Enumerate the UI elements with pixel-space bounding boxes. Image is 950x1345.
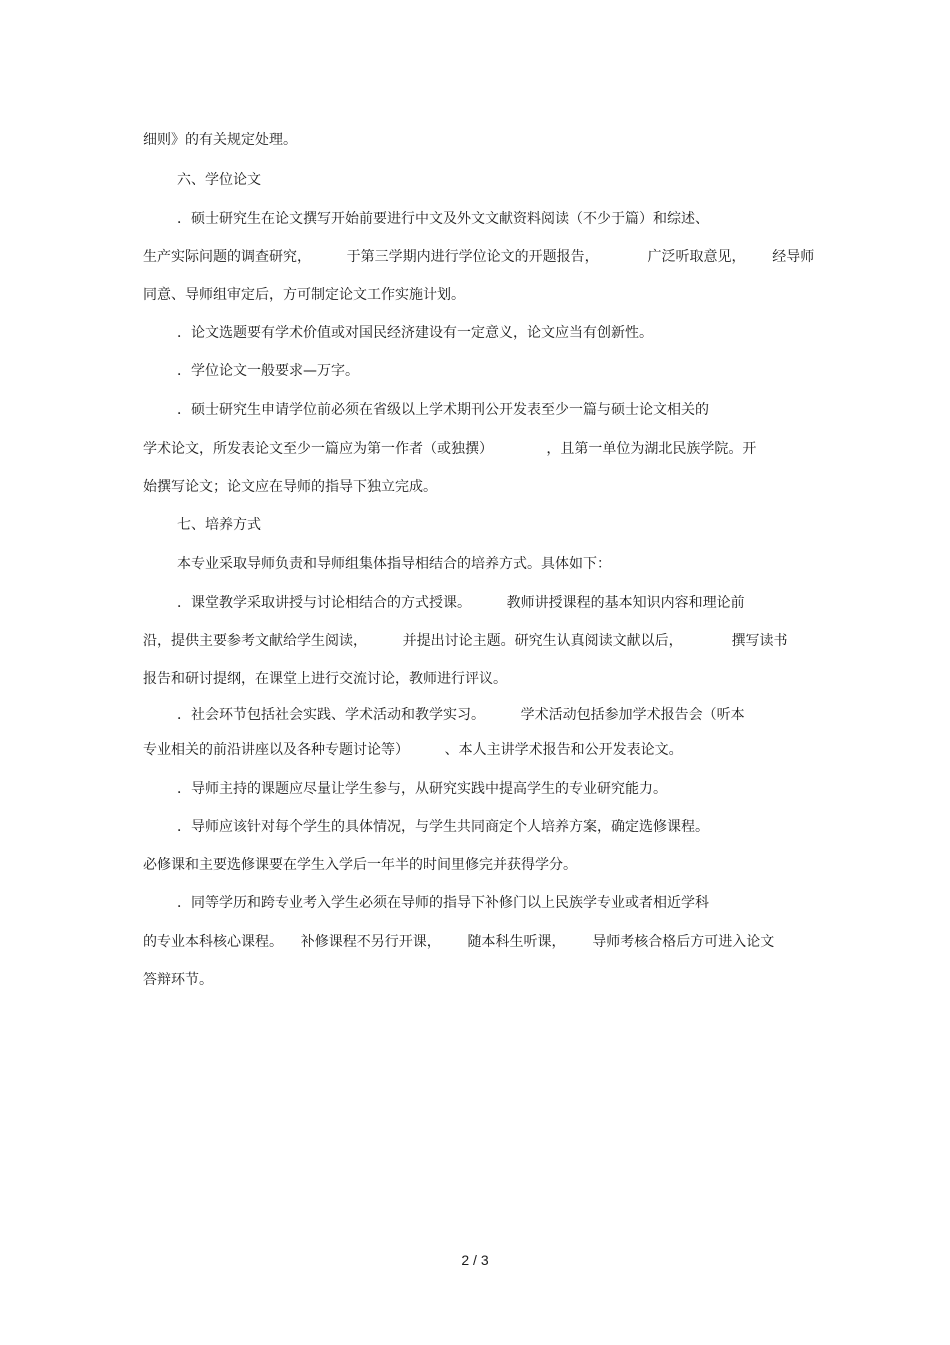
section-heading-thesis: 六、学位论文: [177, 172, 261, 188]
text-line-23: 答辩环节。: [143, 972, 213, 988]
text-line-3: ．硕士研究生在论文撰写开始前要进行中文及外文文献资料阅读（不少于篇）和综述、: [177, 211, 709, 227]
text-line-16: ．社会环节包括社会实践、学术活动和教学实习。 学术活动包括参加学术报告会（听本: [177, 707, 745, 723]
text-line-18: ．导师主持的课题应尽量让学生参与，从研究实践中提高学生的专业研究能力。: [177, 781, 667, 797]
section-heading-training: 七、培养方式: [177, 517, 261, 533]
text-line-13: ．课堂教学采取讲授与讨论相结合的方式授课。 教师讲授课程的基本知识内容和理论前: [177, 595, 745, 611]
page-number: 2 / 3: [461, 1252, 489, 1268]
text-line-4: 生产实际问题的调查研究， 于第三学期内进行学位论文的开题报告， 广泛听取意见， 经导师: [143, 249, 815, 265]
text-line-6: ．论文选题要有学术价值或对国民经济建设有一定意义，论文应当有创新性。: [177, 325, 653, 341]
text-line-10: 始撰写论文；论文应在导师的指导下独立完成。: [143, 479, 437, 495]
text-line-21: ．同等学历和跨专业考入学生必须在导师的指导下补修门以上民族学专业或者相近学科: [177, 895, 709, 911]
text-line-20: 必修课和主要选修课要在学生入学后一年半的时间里修完并获得学分。: [143, 857, 577, 873]
text-line-12: 本专业采取导师负责和导师组集体指导相结合的培养方式。具体如下：: [177, 556, 611, 572]
text-line-8: ．硕士研究生申请学位前必须在省级以上学术期刊公开发表至少一篇与硕士论文相关的: [177, 402, 709, 418]
text-line-5: 同意、导师组审定后，方可制定论文工作实施计划。: [143, 287, 465, 303]
text-line-1: 细则》的有关规定处理。: [143, 132, 297, 148]
text-line-14: 沿，提供主要参考文献给学生阅读， 并提出讨论主题。研究生认真阅读文献以后， 撰写读书: [143, 633, 788, 649]
text-line-9: 学术论文，所发表论文至少一篇应为第一作者（或独撰） ，且第一单位为湖北民族学院。开: [143, 441, 757, 457]
text-line-22: 的专业本科核心课程。 补修课程不另行开课， 随本科生听课， 导师考核合格后方可进入论文: [143, 934, 775, 950]
text-line-15: 报告和研讨提纲，在课堂上进行交流讨论，教师进行评议。: [143, 671, 507, 687]
text-line-17: 专业相关的前沿讲座以及各种专题讨论等） 、本人主讲学术报告和公开发表论文。: [143, 742, 683, 758]
text-line-19: ．导师应该针对每个学生的具体情况，与学生共同商定个人培养方案，确定选修课程。: [177, 819, 709, 835]
text-line-7: ．学位论文一般要求—万字。: [177, 363, 359, 379]
